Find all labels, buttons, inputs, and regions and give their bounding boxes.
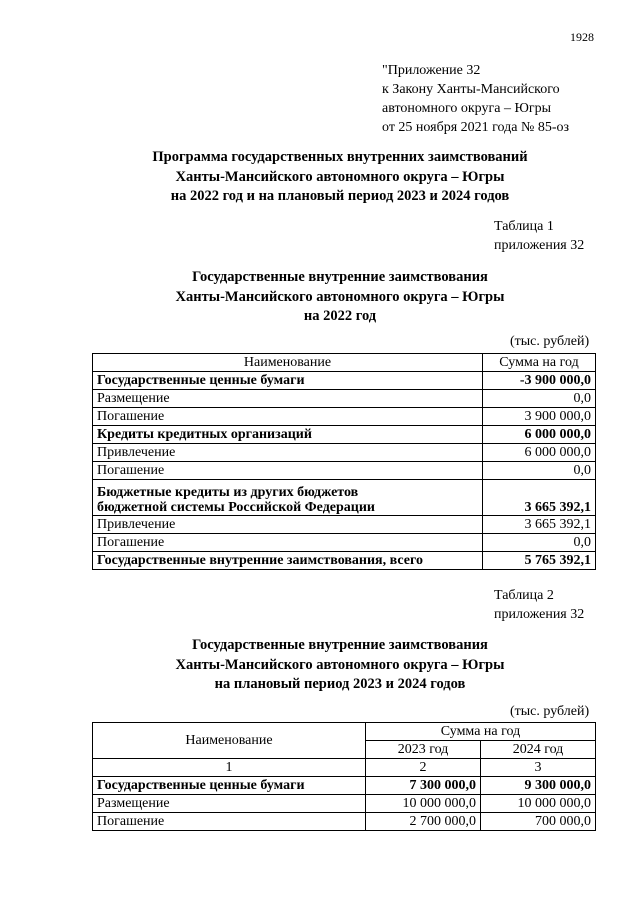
column-number-row	[93, 759, 596, 777]
table-row	[93, 372, 596, 390]
table-row	[93, 480, 596, 516]
row-name: Кредиты кредитных организаций	[93, 426, 483, 444]
table-header-row	[93, 723, 596, 741]
table-row	[93, 516, 596, 534]
row-name: Погашение	[93, 408, 483, 426]
unit-label: (тыс. рублей)	[510, 334, 590, 349]
borrowings-2023-2024-table	[92, 722, 596, 831]
table-row	[93, 813, 596, 831]
header-sum: Сумма на год	[483, 354, 596, 372]
row-name-line: бюджетной системы Российской Федерации	[97, 500, 375, 515]
page-number: 1928	[570, 30, 594, 44]
table-header-row	[93, 354, 596, 372]
row-name: Размещение	[93, 795, 366, 813]
program-title	[60, 148, 620, 207]
table1-title-line: Ханты-Мансийского автономного округа – Югры	[175, 288, 505, 305]
row-name: Государственные ценные бумаги	[93, 777, 366, 795]
column-number: 1	[93, 759, 366, 777]
annex-number: приложения 32	[494, 607, 585, 622]
row-value: 6 000 000,0	[483, 426, 596, 444]
table-row	[93, 777, 596, 795]
row-value: 0,0	[483, 534, 596, 552]
table1-title-line: Государственные внутренние заимствования	[192, 269, 488, 285]
row-name: Государственные внутренние заимствования, всего	[93, 552, 483, 570]
table-number: Таблица 2	[494, 588, 554, 603]
annex-number: приложения 32	[494, 238, 585, 253]
row-name: Погашение	[93, 813, 366, 831]
row-value: 3 665 392,1	[483, 516, 596, 534]
header-sum: Сумма на год	[366, 723, 596, 741]
row-value: 0,0	[483, 462, 596, 480]
table2-title	[60, 636, 620, 695]
row-value-2024: 700 000,0	[481, 813, 596, 831]
program-title-line: Ханты-Мансийского автономного округа – Югры	[175, 168, 505, 185]
table2-title-line: Государственные внутренние заимствования	[192, 637, 488, 653]
annex-line: "Приложение 32	[382, 63, 481, 78]
borrowings-2022-table	[92, 353, 596, 570]
table-row	[93, 534, 596, 552]
table-number: Таблица 1	[494, 219, 554, 234]
row-name: Привлечение	[93, 516, 483, 534]
annex-reference	[382, 61, 569, 137]
table-row	[93, 426, 596, 444]
table2-title-line: Ханты-Мансийского автономного округа – Югры	[175, 656, 505, 673]
row-value: 3 665 392,1	[483, 480, 596, 516]
row-name: Государственные ценные бумаги	[93, 372, 483, 390]
row-value-2023: 7 300 000,0	[366, 777, 481, 795]
column-number: 3	[481, 759, 596, 777]
row-value-2024: 10 000 000,0	[481, 795, 596, 813]
row-value-2023: 2 700 000,0	[366, 813, 481, 831]
table1-reference	[494, 217, 584, 255]
program-title-line: Программа государственных внутренних заимствований	[152, 149, 528, 165]
table2-title-line: на плановый период 2023 и 2024 годов	[214, 676, 466, 692]
table-total-row	[93, 552, 596, 570]
row-name: Привлечение	[93, 444, 483, 462]
program-title-line: на 2022 год и на плановый период 2023 и 2024 годов	[170, 188, 510, 204]
table1-title	[60, 268, 620, 327]
row-value-2024: 9 300 000,0	[481, 777, 596, 795]
table-row	[93, 390, 596, 408]
row-name: Размещение	[93, 390, 483, 408]
table-row	[93, 795, 596, 813]
annex-line: от 25 ноября 2021 года № 85-оз	[382, 120, 570, 135]
row-name	[93, 480, 483, 516]
row-value: -3 900 000,0	[483, 372, 596, 390]
row-value: 5 765 392,1	[483, 552, 596, 570]
table-row	[93, 408, 596, 426]
table-row	[93, 462, 596, 480]
unit-label: (тыс. рублей)	[510, 704, 590, 719]
header-name: Наименование	[93, 723, 366, 759]
row-value: 0,0	[483, 390, 596, 408]
header-year-2024: 2024 год	[481, 741, 596, 759]
header-year-2023: 2023 год	[366, 741, 481, 759]
row-name: Погашение	[93, 534, 483, 552]
row-value-2023: 10 000 000,0	[366, 795, 481, 813]
row-name: Погашение	[93, 462, 483, 480]
row-name-line: Бюджетные кредиты из других бюджетов	[97, 485, 359, 500]
column-number: 2	[366, 759, 481, 777]
row-value: 6 000 000,0	[483, 444, 596, 462]
table1-title-line: на 2022 год	[303, 308, 377, 324]
annex-line: к Закону Ханты-Мансийского	[382, 82, 560, 97]
header-name: Наименование	[93, 354, 483, 372]
table2-reference	[494, 586, 584, 624]
table-row	[93, 444, 596, 462]
annex-line: автономного округа – Югры	[382, 101, 551, 116]
row-value: 3 900 000,0	[483, 408, 596, 426]
